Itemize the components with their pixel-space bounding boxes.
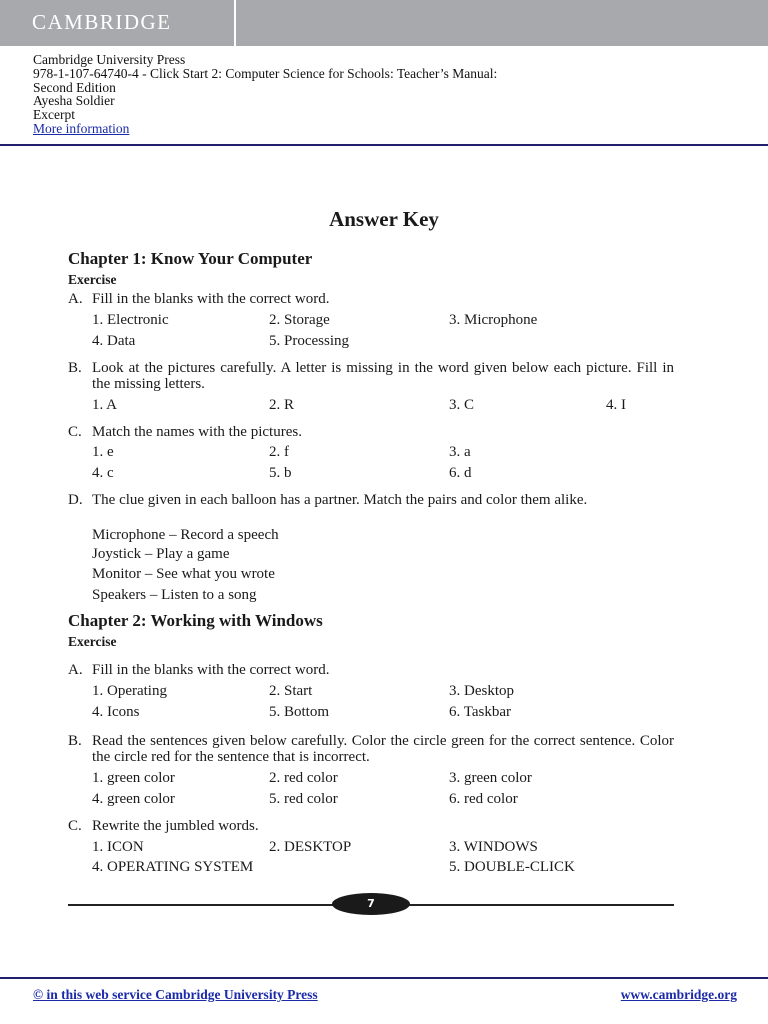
question-label: C. [68,818,82,834]
answer: 4. Icons [92,704,140,720]
answer: 5. DOUBLE-CLICK [449,859,575,875]
page-number: 7 [332,893,410,915]
publication-info [33,53,497,136]
answer: 3. Desktop [449,683,514,699]
answer-row [92,683,674,701]
answer-row [92,859,674,877]
question-text: Look at the pictures carefully. A letter is missing in the word given below each picture. Fill in the missing letters. [92,360,674,392]
answer: 6. d [449,465,472,481]
matching-pair: Monitor – See what you wrote [92,566,275,582]
ch2-question-b [68,733,674,765]
question-label: D. [68,492,83,508]
edition: Second Edition [33,79,116,95]
answer: 5. Bottom [269,704,330,720]
question-text: The clue given in each balloon has a partner. Match the pairs and color them alike. [92,492,588,508]
answer: 5. b [269,465,292,481]
footer-rule [0,977,768,979]
answer-row [92,839,674,857]
answer-row [92,333,674,351]
copyright-link[interactable]: © in this web service Cambridge University Press [33,987,318,1002]
answer: 4. c [92,465,114,481]
publisher: Cambridge University Press [33,52,186,67]
answer: 1. Electronic [92,312,169,328]
cambridge-logo: CAMBRIDGE [32,10,172,34]
question-text: Fill in the blanks with the correct word. [92,291,330,307]
answer: 4. Data [92,333,136,349]
banner-divider [234,0,236,46]
question-text: Rewrite the jumbled words. [92,818,259,834]
matching-pair: Microphone – Record a speech [92,527,279,543]
answer-row [92,397,674,415]
answer: 5. Processing [269,333,349,349]
answer-row [92,791,674,809]
answer: 1. A [92,397,118,413]
ch2-question-a [68,662,674,678]
chapter-2-heading: Chapter 2: Working with Windows [68,611,323,630]
matching-pair: Joystick – Play a game [92,546,230,562]
answer-row [92,465,674,483]
answer: 2. Storage [269,312,330,328]
answer-row [92,704,674,722]
answer: 4. OPERATING SYSTEM [92,859,254,875]
excerpt-label: Excerpt [33,107,75,123]
answer-row [92,770,674,788]
chapter-1-heading: Chapter 1: Know Your Computer [68,249,313,268]
chapter-1-exercise-label: Exercise [68,272,117,287]
answer: 1. e [92,444,114,460]
answer: 2. R [269,397,295,413]
answer: 3. C [449,397,475,413]
answer: 3. WINDOWS [449,839,538,855]
author: Ayesha Soldier [33,93,115,109]
matching-pair: Speakers – Listen to a song [92,587,257,603]
answer: 1. green color [92,770,175,786]
question-label: B. [68,733,82,749]
answer: 5. red color [269,791,338,807]
answer: 2. red color [269,770,338,786]
answer: 3. a [449,444,471,460]
answer: 2. f [269,444,289,460]
answer: 3. green color [449,770,532,786]
page-title: Answer Key [329,207,439,231]
question-label: C. [68,424,82,440]
header-rule [0,144,768,146]
answer: 4. green color [92,791,175,807]
answer-row [92,444,674,462]
answer: 1. ICON [92,839,144,855]
answer: 2. Start [269,683,313,699]
more-information-link[interactable]: More information [33,120,130,136]
question-label: A. [68,662,83,678]
header-banner [0,0,768,46]
ch2-question-c [68,818,674,834]
chapter-2-exercise-label: Exercise [68,634,117,649]
answer: 6. red color [449,791,518,807]
ch1-question-c [68,424,674,440]
ch1-question-d [68,492,674,508]
question-label: B. [68,360,82,376]
question-text: Match the names with the pictures. [92,424,302,440]
isbn-title: 978-1-107-64740-4 - Click Start 2: Computer Science for Schools: Teacher’s Manual: [33,65,498,81]
ch1-question-b [68,360,674,392]
answer: 3. Microphone [449,312,538,328]
question-label: A. [68,291,83,307]
answer: 2. DESKTOP [269,839,352,855]
answer: 4. I [606,397,626,413]
answer: 6. Taskbar [449,704,511,720]
answer-row [92,312,674,330]
question-text: Fill in the blanks with the correct word. [92,662,330,678]
answer: 1. Operating [92,683,167,699]
ch1-question-a [68,291,674,307]
question-text: Read the sentences given below carefully. Color the circle green for the correct sentence. Color the circle red for the sentence that is incorrect. [92,733,674,765]
website-link[interactable]: www.cambridge.org [620,987,737,1002]
